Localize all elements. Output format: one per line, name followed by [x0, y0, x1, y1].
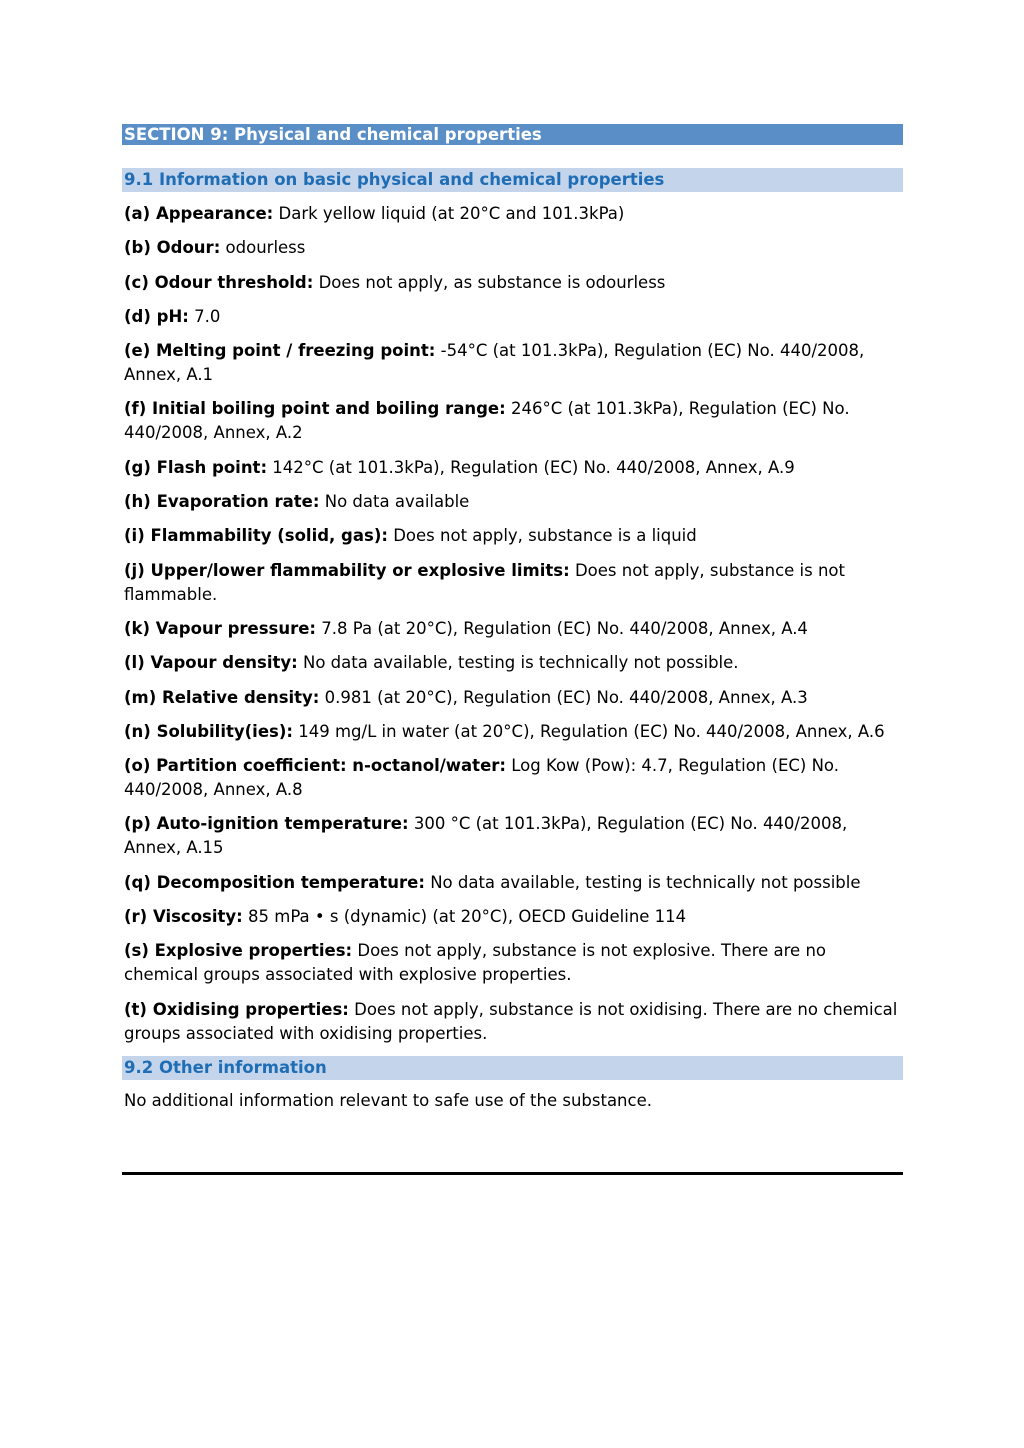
subsection-9-2-header: 9.2 Other information [122, 1056, 903, 1080]
property-value: -54°C (at 101.3kPa), Regulation (EC) No. 440/2008, Annex, A.1 [124, 341, 865, 385]
property-label: (p) Auto-ignition temperature: [124, 814, 409, 834]
property-value: Log Kow (Pow): 4.7, Regulation (EC) No. 440/2008, Annex, A.8 [124, 756, 839, 800]
property-list [122, 202, 903, 1046]
property-value: 7.0 [194, 306, 221, 326]
property-label: (l) Vapour density: [124, 653, 298, 673]
property-value: 300 °C (at 101.3kPa), Regulation (EC) No. 440/2008, Annex, A.15 [124, 814, 848, 858]
property-label: (k) Vapour pressure: [124, 618, 317, 638]
property-value: No data available [324, 492, 470, 512]
property-item [122, 617, 903, 641]
other-information-text: No additional information relevant to safe use of the substance. [124, 1090, 652, 1110]
property-label: (j) Upper/lower flammability or explosive limits: [124, 560, 570, 580]
property-label: (i) Flammability (solid, gas): [124, 526, 388, 546]
property-item [122, 720, 903, 744]
property-item [122, 524, 903, 548]
property-item [122, 871, 903, 895]
property-value: Does not apply, substance is not explosive. There are no chemical groups associated with explosive properties. [124, 941, 826, 985]
section-end-divider [122, 1172, 903, 1175]
property-item [122, 651, 903, 675]
property-value: Does not apply, substance is not oxidising. There are no chemical groups associated with oxidising properties. [124, 999, 898, 1043]
property-value: Does not apply, as substance is odourless [318, 272, 666, 292]
property-value: odourless [225, 238, 306, 258]
property-item [122, 456, 903, 480]
property-label: (h) Evaporation rate: [124, 492, 320, 512]
property-label: (a) Appearance: [124, 204, 274, 223]
property-value: No data available, testing is technically not possible. [302, 653, 739, 673]
sds-section-9 [122, 124, 903, 1113]
property-value: No data available, testing is technically not possible [430, 872, 861, 892]
property-label: (g) Flash point: [124, 457, 268, 477]
property-item [122, 236, 903, 260]
property-label: (r) Viscosity: [124, 907, 243, 927]
property-label: (d) pH: [124, 306, 189, 326]
property-value: Does not apply, substance is not flammable. [124, 560, 845, 604]
property-value: 246°C (at 101.3kPa), Regulation (EC) No. 440/2008, Annex, A.2 [124, 399, 850, 443]
property-value: 85 mPa • s (dynamic) (at 20°C), OECD Guideline 114 [248, 907, 687, 927]
property-item [122, 490, 903, 514]
property-value: 142°C (at 101.3kPa), Regulation (EC) No. 440/2008, Annex, A.9 [272, 457, 795, 477]
property-label: (t) Oxidising properties: [124, 999, 349, 1019]
property-label: (o) Partition coefficient: n-octanol/water: [124, 756, 506, 776]
property-item [122, 397, 903, 445]
property-label: (s) Explosive properties: [124, 941, 353, 961]
property-label: (b) Odour: [124, 238, 221, 258]
property-label: (n) Solubility(ies): [124, 721, 293, 741]
section-9-header: SECTION 9: Physical and chemical properties [122, 124, 903, 145]
property-item [122, 339, 903, 387]
property-label: (f) Initial boiling point and boiling range: [124, 399, 506, 419]
property-value: 0.981 (at 20°C), Regulation (EC) No. 440/2008, Annex, A.3 [324, 687, 808, 707]
property-item [122, 686, 903, 710]
property-item [122, 998, 903, 1046]
property-item [122, 754, 903, 802]
property-item [122, 939, 903, 987]
property-item [122, 202, 903, 226]
subsection-9-1-header: 9.1 Information on basic physical and chemical properties [122, 168, 903, 192]
property-label: (c) Odour threshold: [124, 272, 314, 292]
property-item [122, 305, 903, 329]
property-item [122, 271, 903, 295]
property-item [122, 559, 903, 607]
property-label: (e) Melting point / freezing point: [124, 341, 436, 361]
property-item [122, 812, 903, 860]
property-value: 7.8 Pa (at 20°C), Regulation (EC) No. 440/2008, Annex, A.4 [321, 618, 808, 638]
property-value: Does not apply, substance is a liquid [393, 526, 697, 546]
property-value: 149 mg/L in water (at 20°C), Regulation (EC) No. 440/2008, Annex, A.6 [298, 721, 885, 741]
property-label: (m) Relative density: [124, 687, 320, 707]
property-item [122, 905, 903, 929]
property-label: (q) Decomposition temperature: [124, 872, 425, 892]
property-value: Dark yellow liquid (at 20°C and 101.3kPa) [278, 204, 625, 223]
